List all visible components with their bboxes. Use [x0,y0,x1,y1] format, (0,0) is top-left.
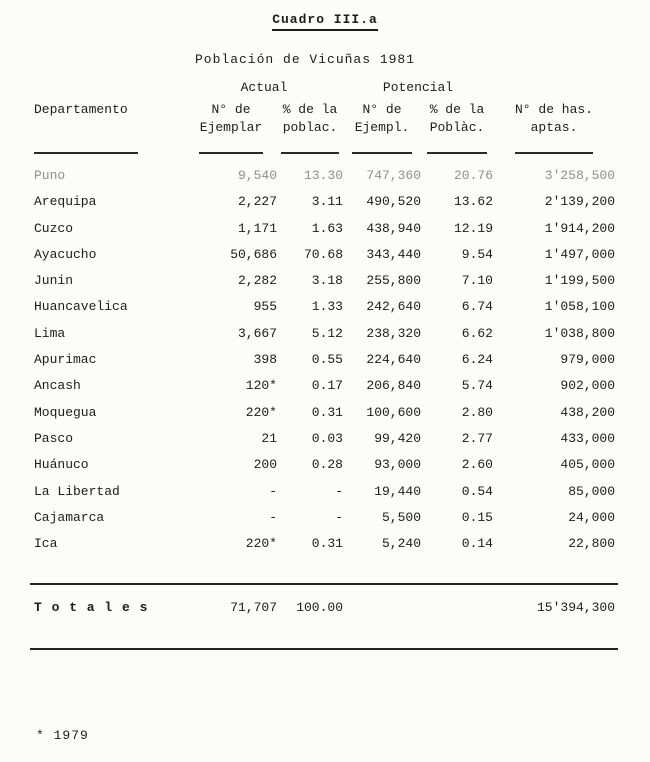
cell-pot_pct: 0.54 [461,483,493,499]
cell-has: 1'038,800 [544,325,615,341]
table-row [10,221,630,247]
totals-actual-pct: 100.00 [296,600,343,615]
cell-departamento: Pasco [34,430,74,446]
col-header-pot-n-2: Ejempl. [354,120,410,135]
table-row [10,326,630,352]
cell-pot_pct: 0.15 [461,509,493,525]
cell-pot_n: 5,240 [381,536,421,552]
cell-actual_pct: 3.11 [311,194,343,210]
document-subtitle: Población de Vicuñas 1981 [195,52,416,67]
cell-pot_pct: 13.62 [453,194,493,210]
cell-has: 22,800 [568,536,615,552]
cell-actual_n: 120* [245,378,277,394]
footnote: * 1979 [36,728,89,743]
cell-pot_n: 238,320 [366,325,421,341]
cell-departamento: Cajamarca [34,509,105,525]
cell-pot_pct: 2.77 [461,430,493,446]
cell-has: 979,000 [560,352,615,368]
totals-row [10,600,630,615]
cell-actual_n: 955 [253,299,277,315]
cell-actual_pct: 0.31 [311,536,343,552]
header-underline [493,142,615,154]
col-header-pot-pct-1: % de la [429,102,485,117]
cell-pot_pct: 5.74 [461,378,493,394]
document-title-text: Cuadro III.a [272,12,378,31]
cell-pot_pct: 6.24 [461,352,493,368]
cell-pot_pct: 2.80 [461,404,493,420]
cell-actual_n: 50,686 [230,246,277,262]
table-row [10,194,630,220]
table-row [10,247,630,273]
table-row [10,299,630,325]
totals-label: T o t a l e s [34,600,149,615]
header-underline [10,142,185,154]
cell-actual_n: 200 [253,457,277,473]
cell-pot_n: 100,600 [366,404,421,420]
cell-actual_n: 1,171 [237,220,277,236]
group-header-actual: Actual [240,80,288,95]
vicuna-population-table [10,80,630,562]
cell-actual_n: 9,540 [237,168,277,183]
cell-pot_n: 99,420 [374,430,421,446]
header-underline [343,142,421,154]
cell-has: 3'258,500 [544,168,615,183]
cell-actual_pct: 5.12 [311,325,343,341]
cell-actual_pct: 0.28 [311,457,343,473]
cell-actual_pct: 13.30 [303,168,343,183]
cell-departamento: Junin [34,273,74,289]
document-title [0,12,650,27]
cell-actual_n: 21 [261,430,277,446]
cell-actual_n: - [269,483,277,499]
cell-has: 902,000 [560,378,615,394]
col-header-actual-pct-2: poblac. [282,120,338,135]
table-row [10,273,630,299]
cell-pot_pct: 7.10 [461,273,493,289]
divider-below-totals [30,648,618,650]
cell-pot_pct: 20.76 [453,168,493,183]
cell-departamento: Lima [34,325,66,341]
cell-pot_n: 747,360 [366,168,421,183]
cell-departamento: Ica [34,536,58,552]
cell-has: 1'914,200 [544,220,615,236]
cell-actual_n: 398 [253,352,277,368]
cell-departamento: Moquegua [34,404,97,420]
cell-departamento: Cuzco [34,220,74,236]
cell-pot_pct: 9.54 [461,246,493,262]
cell-departamento: La Libertad [34,483,120,499]
divider-above-totals [30,583,618,585]
totals-actual-n: 71,707 [230,600,277,615]
table-row [10,352,630,378]
cell-actual_pct: 1.63 [311,220,343,236]
col-header-has-2: aptas. [530,120,578,135]
cell-has: 405,000 [560,457,615,473]
table-row [10,536,630,562]
cell-actual_pct: 0.17 [311,378,343,394]
cell-pot_pct: 2.60 [461,457,493,473]
header-underline-row [10,142,630,168]
cell-actual_pct: 3.18 [311,273,343,289]
table-header-row-2 [10,120,630,138]
cell-pot_n: 242,640 [366,299,421,315]
table-row [10,378,630,404]
cell-actual_n: - [269,509,277,525]
header-underline [185,142,277,154]
cell-pot_pct: 0.14 [461,536,493,552]
cell-has: 1'497,000 [544,246,615,262]
col-header-actual-n-1: N° de [211,102,251,117]
table-row [10,510,630,536]
cell-departamento: Huancavelica [34,299,128,315]
cell-pot_n: 5,500 [381,509,421,525]
cell-actual_n: 220* [245,536,277,552]
cell-actual_pct: 0.55 [311,352,343,368]
cell-actual_n: 3,667 [237,325,277,341]
header-underline [421,142,493,154]
cell-actual_pct: 70.68 [303,246,343,262]
cell-actual_pct: - [335,483,343,499]
col-header-pot-pct-2: Poblàc. [429,120,485,135]
cell-has: 1'058,100 [544,299,615,315]
cell-actual_n: 2,282 [237,273,277,289]
cell-pot_n: 93,000 [374,457,421,473]
col-header-pot-n-1: N° de [362,102,402,117]
cell-pot_n: 490,520 [366,194,421,210]
cell-has: 438,200 [560,404,615,420]
group-header-potencial: Potencial [382,80,454,95]
totals-has: 15'394,300 [536,600,615,615]
cell-has: 1'199,500 [544,273,615,289]
header-underline [277,142,343,154]
table-row [10,457,630,483]
cell-has: 24,000 [568,509,615,525]
cell-actual_pct: - [335,509,343,525]
cell-has: 85,000 [568,483,615,499]
table-row [10,431,630,457]
table-body [10,168,630,562]
cell-pot_n: 343,440 [366,246,421,262]
cell-pot_n: 19,440 [374,483,421,499]
cell-departamento: Ancash [34,378,81,394]
cell-departamento: Huánuco [34,457,89,473]
cell-has: 2'139,200 [544,194,615,210]
cell-actual_n: 2,227 [237,194,277,210]
col-header-actual-n-2: Ejemplar [199,120,263,135]
col-header-actual-pct-1: % de la [282,102,338,117]
cell-pot_n: 224,640 [366,352,421,368]
cell-pot_pct: 12.19 [453,220,493,236]
table-header-row-1 [10,102,630,120]
cell-pot_n: 255,800 [366,273,421,289]
table-row [10,484,630,510]
cell-pot_n: 438,940 [366,220,421,236]
cell-actual_pct: 0.03 [311,430,343,446]
cell-departamento: Apurimac [34,352,97,368]
cell-pot_pct: 6.62 [461,325,493,341]
cell-pot_pct: 6.74 [461,299,493,315]
col-header-departamento: Departamento [34,102,128,117]
cell-actual_pct: 0.31 [311,404,343,420]
cell-has: 433,000 [560,430,615,446]
cell-actual_pct: 1.33 [311,299,343,315]
cell-departamento: Ayacucho [34,246,97,262]
cell-pot_n: 206,840 [366,378,421,394]
cell-actual_n: 220* [245,404,277,420]
cell-departamento: Arequipa [34,194,97,210]
cell-departamento: Puno [34,168,66,183]
table-row [10,168,630,194]
table-row [10,405,630,431]
col-header-has-1: N° de has. [514,102,593,117]
table-group-header-row [10,80,630,102]
